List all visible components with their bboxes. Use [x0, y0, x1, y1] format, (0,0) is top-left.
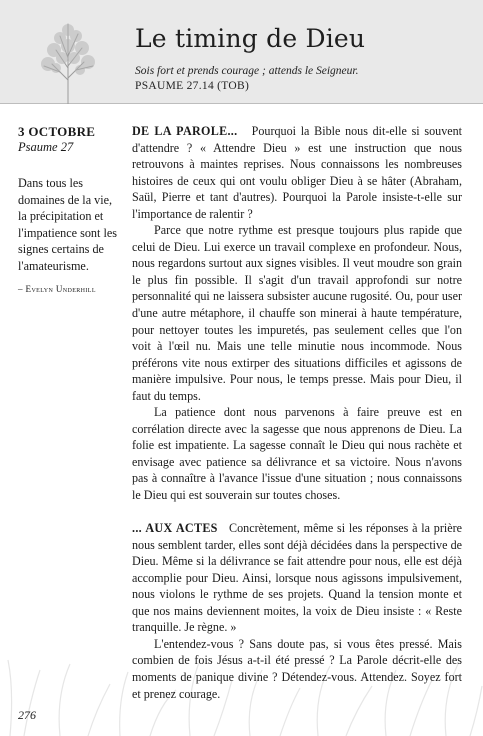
- paragraph-1-text: Pourquoi la Bible nous dit-elle si souvent d'attendre ? « Attendre Dieu » est une instruction que nous retrouvons à maintes reprises. Nous connaissons les nombreuses histoires de ceux qui ont voulu obliger Dieu à se hâter (Abraham, Saül, Pierre et tant d'autres). Pourquoi la Parole insiste-t-elle sur l'importance de ralentir ?: [132, 124, 463, 221]
- paragraph-4-text: Concrètement, même si les réponses à la prière nous semblent tarder, elles sont déjà décidées dans la perspective de Dieu. Même si la délivrance se fait attendre pour nous, elle est déjà accomplie pour Dieu. Ainsi, lorsque nous agissons impulsivement, nous violons le rythme de ses projets. Quand la tension monte et que nos mains deviennent moites, la voix de Dieu insiste : « Reste tranquille. Je règne. »: [132, 521, 462, 635]
- paragraph-5: L'entendez-vous ? Sans doute pas, si vous êtes pressé. Mais combien de fois Jésus a-t-il été pressé ? La Parole décrit-elle des moments de panique divine ? Détendez-vous. Attendez. Soyez fort et prenez courage.: [132, 636, 462, 701]
- scripture-reference: PSAUME 27.14 (TOB): [135, 80, 250, 92]
- paragraph-3: La patience dont nous parvenons à faire preuve est en corrélation directe avec la sagesse que nous apprenons de Dieu. La folie est impatiente. La sagesse connaît le Dieu qui nous rachète et envisage avec patience sa délivrance et sa victoire. Nous n'avons pas à connaître à l'avance l'issue d'une situation ; nous connaissons le Dieu qui est souverain sur toutes choses.: [132, 405, 462, 503]
- paragraph-2: Parce que notre rythme est presque toujours plus rapide que celui de Dieu. Lui exerce un travail complexe en profondeur. Nous, nous regardons surtout aux signes visibles. Il veut moudre son grain le plus fin possible. Il s'agit d'un travail approfondi sur notre personnalité qui ne laissera subsister aucune rugosité. Ou, pour user d'une autre métaphore, il chauffe son minerai à haute température, pour nettoyer toutes les impuretés, pas seulement celles que l'on voit à l'œil nu. Mais une telle minutie nous incommode. Nous préférons vite nous extirper des situations difficiles et agissons de manière impulsive. Pour nous, le temps presse. Mais pour Dieu, il faut du temps.: [132, 223, 462, 403]
- sidebar: [18, 124, 118, 294]
- section-lead-acts: ... AUX ACTES: [132, 521, 218, 536]
- page-title: Le timing de Dieu: [135, 24, 366, 53]
- date-label: 3 OCTOBRE: [18, 124, 96, 139]
- page-number: 276: [18, 708, 36, 722]
- paragraph-1: [132, 123, 462, 222]
- tree-icon: [38, 20, 98, 104]
- epigraph: Sois fort et prends courage ; attends le Seigneur.: [135, 65, 359, 77]
- header-band: [0, 0, 483, 104]
- sidebar-quote: Dans tous les domaines de la vie, la précipitation et l'impatience sont les signes certains de l'amateurisme.: [18, 176, 117, 273]
- main-text: [132, 123, 462, 702]
- quote-author: – Evelyn Underhill: [18, 283, 96, 294]
- psalm-reference: Psaume 27: [18, 140, 74, 154]
- paragraph-4: [132, 520, 462, 636]
- section-lead-word: DE LA PAROLE...: [132, 124, 238, 138]
